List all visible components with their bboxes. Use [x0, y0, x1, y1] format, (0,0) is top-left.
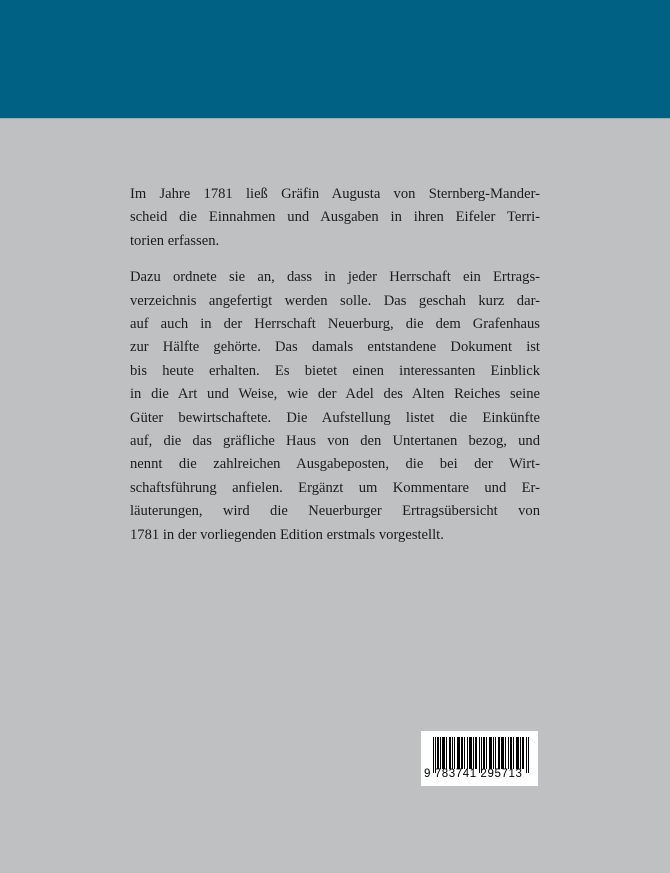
text-line: bis heute erhalten. Es bietet einen interessanten Einblick [130, 362, 540, 379]
band-divider [0, 118, 670, 119]
cover-top-band [0, 0, 670, 118]
text-line: zur Hälfte gehörte. Das damals entstandene Dokument ist [130, 339, 540, 356]
back-cover-blurb [130, 183, 540, 547]
text-line: Im Jahre 1781 ließ Gräfin Augusta von Sternberg-Mander- [130, 186, 540, 202]
text-line: nennt die zahlreichen Ausgabeposten, die bei der Wirt- [130, 456, 540, 473]
text-line: Dazu ordnete sie an, dass in jeder Herrschaft ein Ertrags- [130, 269, 540, 286]
text-line: läuterungen, wird die Neuerburger Ertragsübersicht von [130, 503, 540, 520]
text-line: torien erfassen. [130, 232, 220, 249]
text-line: schaftsführung anfielen. Ergänzt um Kommentare und Er- [130, 479, 540, 496]
text-line: scheid die Einnahmen und Ausgaben in ihren Eifeler Terri- [130, 209, 540, 226]
text-line: in die Art und Weise, wie der Adel des Alten Reiches seine [130, 386, 540, 403]
isbn-barcode [421, 731, 538, 786]
isbn-number: 9 783741 295713 [424, 768, 523, 780]
text-line: verzeichnis angefertigt werden solle. Das geschah kurz dar- [130, 292, 540, 309]
text-line: auf, die das gräfliche Haus von den Untertanen bezog, und [130, 433, 540, 450]
text-line: Güter bewirtschaftete. Die Aufstellung listet die Einkünfte [130, 409, 540, 426]
blurb-paragraph-2 [130, 266, 540, 547]
text-line: auf auch in der Herrschaft Neuerburg, die dem Grafenhaus [130, 316, 540, 333]
text-line: 1781 in der vorliegenden Edition erstmals vorgestellt. [130, 526, 444, 543]
blurb-paragraph-1 [130, 183, 540, 253]
